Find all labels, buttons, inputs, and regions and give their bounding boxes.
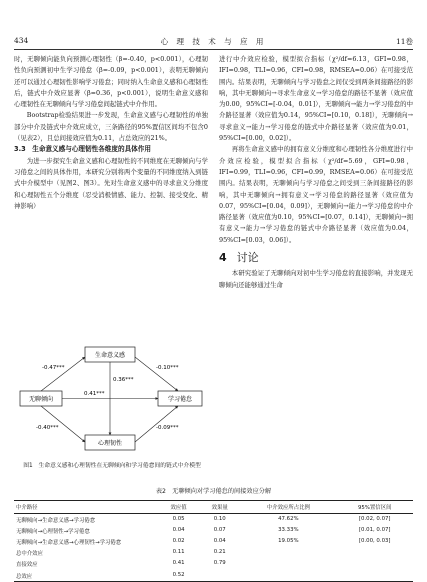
journal-title: 心 理 技 术 与 应 用: [160, 37, 267, 46]
right-paragraph-1: 进行中介效应检验，模型拟合指标（χ²/df=6.13，GFI=0.98，IFI=0.98，TLI=0.96，CFI=0.98，RMSEA=0.06）在可接受范围内。结果表明，无聊倾向与学习倦怠之间仅受到两条间接路径的影响，其中无聊倾向→寻求生命意义→学习倦怠的路径不显著（效应值为0.00，95%CI=[-0.04，0.01]），无聊倾向→能力→学习倦怠的中介路径显著（效应值为0.14，95%CI=[0.10，0.18]），无聊倾向→寻求意义→能力→学习倦怠的链式中介路径显著（效应值为0.01，95%CI=[0.00，0.02]）。: [219, 55, 413, 143]
table-row: [14, 536, 413, 547]
table-cell: 0.04: [172, 526, 185, 533]
svg-text:学习倦怠: 学习倦怠: [167, 396, 193, 403]
right-paragraph-2: 再将生命意义感中的拥有意义分维度和心理韧性各分维度进行中介效应检验，模型拟合指标（χ²/df=5.69，GFI=0.98，IFI=0.99，TLI=0.96，CFI=0.99，RMSEA=0.06）在可接受范围内。结果表明，无聊倾向与学习倦怠之间受到三条间接路径的影响，其中无聊倾向→拥有意义→学习倦怠的路径显著（效应值为0.07，95%CI=[0.04，0.09]），无聊倾向→能力→学习倦怠的中介路径显著（效应值为0.10，95%CI=[0.07，0.14]），无聊倾向→拥有意义→能力→学习倦怠的链式中介路径显著（效应值为0.04，95%CI=[0.03，0.06]）。: [219, 145, 413, 244]
table-cell: 0.52: [158, 570, 199, 582]
figure-1-caption: 图1 生命意义感和心理韧性在无聊倾向和学习倦怠间的链式中介模型: [23, 463, 201, 469]
coef-boredom-meaning: -0.47***: [42, 365, 65, 371]
table-cell: [240, 570, 336, 582]
coef-boredom-burnout: 0.41***: [84, 391, 105, 397]
section-number: 4: [219, 251, 227, 265]
coef-resilience-burnout: -0.09***: [156, 425, 179, 431]
figure-1-diagram: [18, 343, 208, 461]
table-cell: 0.02: [172, 537, 185, 544]
table-cell: [0.01, 0.07]: [358, 526, 391, 533]
table-header-row: [14, 501, 413, 514]
table-cell: 19.05%: [278, 537, 299, 544]
table-row: [14, 570, 413, 582]
table-cell: 0.10: [213, 515, 226, 522]
coef-meaning-resilience: 0.36***: [113, 377, 134, 383]
table-cell: 47.62%: [278, 515, 299, 522]
volume-label: 11卷: [395, 37, 413, 46]
table-cell: [240, 548, 336, 559]
col-header-ci: 95%置信区间: [336, 501, 413, 514]
page-number: 434: [14, 36, 29, 45]
arrow-resilience-burnout: [135, 406, 178, 442]
section-heading-discussion: [219, 252, 413, 263]
table-cell: 0.05: [172, 515, 185, 522]
table-cell: 0.79: [213, 560, 226, 567]
table-cell: 无聊倾向→生命意义感→心理韧性→学习倦怠: [16, 539, 122, 546]
arrow-boredom-resilience: [41, 406, 85, 442]
col-header-effect: 效应值: [158, 501, 199, 514]
table-cell: 0.21: [213, 549, 226, 556]
left-paragraph-1: 时，无聊倾向能负向预测心理韧性（β=-0.40，p<0.001），心理韧性负向预测初中生学习倦怠（β=-0.09，p<0.001），表明无聊倾向还可以通过心理韧性影响学习倦怠；同时纳入生命意义感和心理韧性后，链式中介效应显著（β=0.36，p<0.001），说明生命意义感和心理韧性在无聊倾向与学习倦怠间起链式中介作用。: [14, 55, 208, 109]
table-row: [14, 548, 413, 559]
right-column: [219, 54, 413, 291]
table-2-caption: 表2 无聊倾向对学习倦怠的间接效应分解: [155, 488, 272, 495]
svg-text:心理韧性: 心理韧性: [97, 440, 123, 447]
svg-text:无聊倾向: 无聊倾向: [28, 396, 54, 403]
table-row: [14, 514, 413, 526]
table-cell: [0.00, 0.03]: [358, 537, 391, 544]
table-cell: 无聊倾向→心理韧性→学习倦怠: [16, 528, 90, 535]
table-2: [14, 500, 413, 582]
table-row: [14, 525, 413, 536]
header-rule: [14, 49, 413, 50]
section-heading-3-3: 3.3 生命意义感与心理韧性各维度的具体作用: [14, 145, 151, 154]
node-burnout: [158, 391, 202, 406]
svg-text:生命意义感: 生命意义感: [94, 352, 126, 359]
table-cell: [336, 559, 413, 570]
table-cell: 直接效应: [16, 562, 38, 569]
col-header-path: 中介路径: [14, 501, 158, 514]
node-boredom: [20, 391, 62, 406]
table-cell: [0.02, 0.07]: [358, 515, 391, 522]
table-cell: 0.07: [213, 526, 226, 533]
table-cell: 总中介效应: [16, 551, 43, 558]
arrow-meaning-burnout: [135, 357, 178, 391]
col-header-proportion: 中介效应所占比例: [240, 501, 336, 514]
table-cell: [336, 570, 413, 582]
table-cell: 总效应: [14, 570, 158, 582]
running-header: [14, 36, 413, 50]
arrow-boredom-meaning: [41, 357, 85, 391]
table-cell: [336, 548, 413, 559]
table-cell: 0.04: [213, 537, 226, 544]
table-row: [14, 559, 413, 570]
coef-meaning-burnout: -0.10***: [156, 365, 179, 371]
section-title: 讨论: [236, 251, 259, 265]
table-cell: [199, 570, 240, 582]
node-resilience: [85, 435, 135, 450]
left-paragraph-3: 为进一步探究生命意义感和心理韧性的不同维度在无聊倾向与学习倦怠之间的具体作用，本研究分别将两个变量的不同维度纳入到链式中介模型中（见图2、图3）。先对生命意义感中的寻求意义分维度和心理韧性五个分维度（忍受消极情感、能力、控制、接受变化、精神影响）: [14, 156, 208, 210]
node-meaning: [85, 347, 135, 362]
table-cell: 无聊倾向→生命意义感→学习倦怠: [16, 517, 96, 524]
table-cell: [240, 559, 336, 570]
table-cell: 33.33%: [278, 526, 299, 533]
table-cell: 0.41: [172, 560, 185, 567]
col-header-effect-size: 效果量: [199, 501, 240, 514]
table-cell: 0.11: [172, 549, 185, 556]
coef-boredom-resilience: -0.40***: [36, 425, 59, 431]
left-column: [14, 54, 208, 212]
right-paragraph-3: 本研究验证了无聊倾向对初中生学习倦怠的直接影响，并发现无聊倾向还能够通过生命: [219, 269, 413, 289]
left-paragraph-2: Bootstrap检验结果进一步发现，生命意义感与心理韧性的单独部分中介及链式中介效应成立，三条路径的95%置信区间均不包含0（见表2），且总间接效应值为0.11，占总效应的21%。: [14, 111, 208, 143]
